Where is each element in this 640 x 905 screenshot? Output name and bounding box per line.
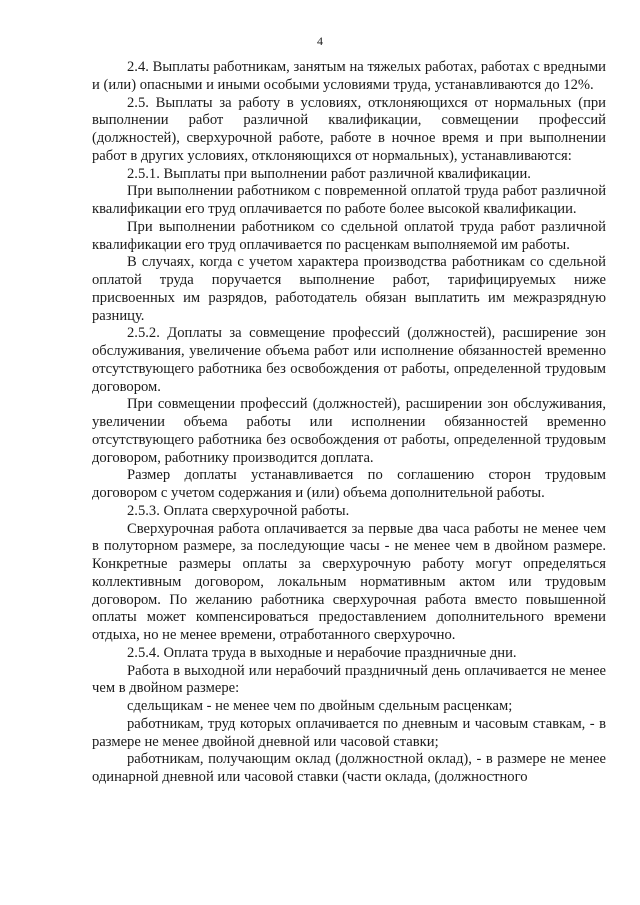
paragraph-grade-difference: В случаях, когда с учетом характера производства работникам со сдельной оплатой труда поручается выполнение работ, тарифицируемых ниже присвоенных им разрядов, работодатель обязан выплатить им межразрядную разницу. — [92, 254, 606, 324]
heading-2-5-2: 2.5.2. Доплаты за совмещение профессий (должностей), расширение зон обслуживания, увеличение объема работ или исполнение обязанностей временно отсутствующего работника без освобождения от работы, определенной трудовым договором. — [92, 325, 606, 395]
paragraph-salaried-workers: работникам, получающим оклад (должностной оклад), - в размере не менее одинарной дневной или часовой ставки (части оклада, (должностного — [92, 751, 606, 785]
page-number: 4 — [317, 34, 323, 48]
document-body — [92, 59, 606, 787]
paragraph-piece-rate-pay: При выполнении работником со сдельной оплатой труда работ различной квалификации его труд оплачивается по расценкам выполняемой им работы. — [92, 218, 606, 253]
heading-2-5-1: 2.5.1. Выплаты при выполнении работ различной квалификации. — [127, 165, 531, 182]
paragraph-combination-surcharge: При совмещении профессий (должностей), расширении зон обслуживания, увеличении объема работы или исполнении обязанностей временно отсутствующего работника без освобождения от работы, определенной трудовым договором, работнику производится доплата. — [92, 396, 606, 466]
paragraph-daily-hourly-workers: работникам, труд которых оплачивается по дневным и часовым ставкам, - в размере не менее двойной дневной или часовой ставки; — [92, 715, 606, 750]
heading-2-5-4: 2.5.4. Оплата труда в выходные и нерабочие праздничные дни. — [127, 644, 517, 661]
paragraph-2-4: 2.4. Выплаты работникам, занятым на тяжелых работах, работах с вредными и (или) опасными и иными особыми условиями труда, устанавливаются до 12%. — [92, 59, 606, 93]
paragraph-2-5: 2.5. Выплаты за работу в условиях, отклоняющихся от нормальных (при выполнении работ различной квалификации, совмещении профессий (должностей), сверхурочной работе, работе в ночное время и при выполнении работ в других условиях, отклоняющихся от нормальных), устанавливаются: — [92, 94, 606, 164]
paragraph-time-based-pay: При выполнении работником с повременной оплатой труда работ различной квалификации его труд оплачивается по работе более высокой квалификации. — [92, 183, 606, 217]
heading-2-5-3: 2.5.3. Оплата сверхурочной работы. — [127, 502, 350, 519]
paragraph-surcharge-amount: Размер доплаты устанавливается по соглашению сторон трудовым договором с учетом содержания и (или) объема дополнительной работы. — [92, 467, 606, 501]
paragraph-holiday-work: Работа в выходной или нерабочий праздничный день оплачивается не менее чем в двойном размере: — [92, 662, 606, 697]
paragraph-piece-workers: сдельщикам - не менее чем по двойным сдельным расценкам; — [127, 698, 513, 714]
paragraph-overtime-pay: Сверхурочная работа оплачивается за первые два часа работы не менее чем в полуторном размере, за последующие часы - не менее чем в двойном размере. Конкретные размеры оплаты за сверхурочную работу могут определяться коллективным договором, локальным нормативным актом или трудовым договором. По желанию работника сверхурочная работа вместо повышенной оплаты может компенсироваться предоставлением дополнительного времени отдыха, но не менее времени, отработанного сверхурочно. — [92, 520, 606, 643]
